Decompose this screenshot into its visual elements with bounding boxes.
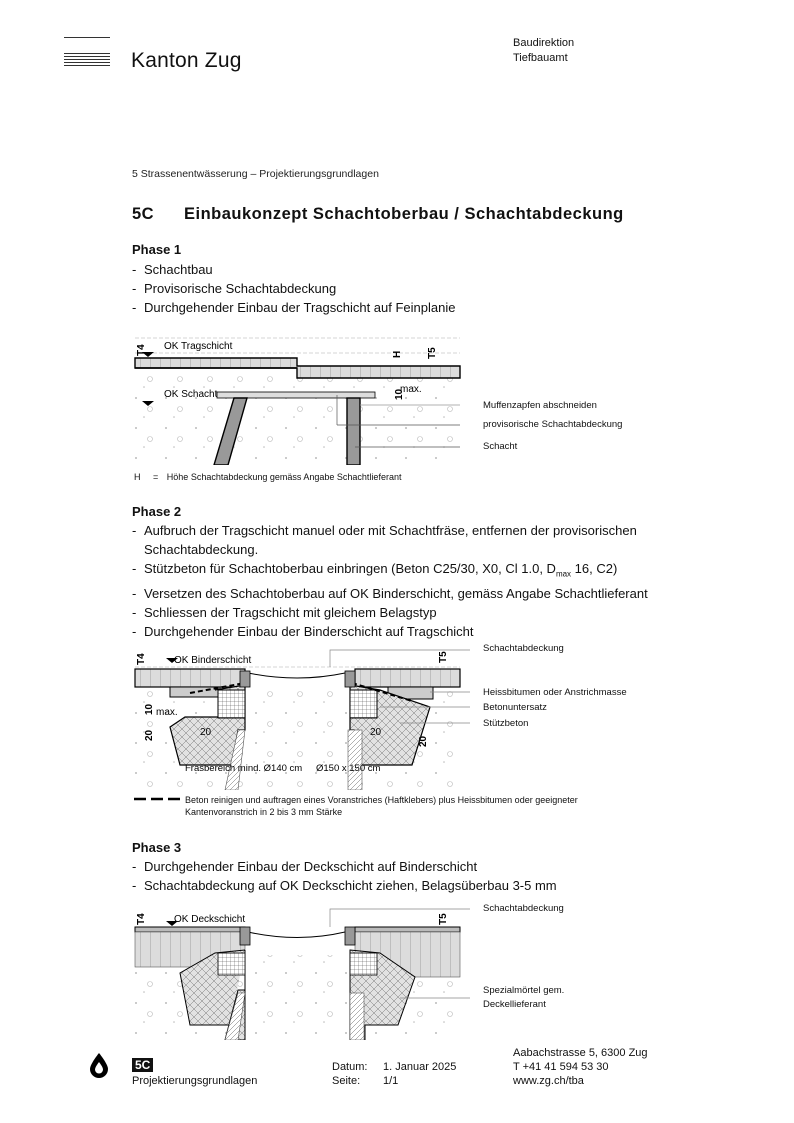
svg-text:T5: T5 [427, 347, 438, 359]
phase3-heading: Phase 3 [132, 840, 182, 855]
svg-text:20: 20 [370, 727, 382, 738]
department: Baudirektion [513, 37, 575, 49]
contact-block [513, 1046, 648, 1088]
list-item: - Schachtbau [132, 260, 732, 279]
svg-text:OK Deckschicht: OK Deckschicht [174, 914, 246, 925]
list-item: - Stützbeton für Schachtoberbau einbringen (Beton C25/30, X0, Cl 1.0, $D_{max}$ 16, C2) [132, 559, 752, 584]
svg-text:T5: T5 [438, 651, 449, 663]
svg-text:OK Binderschicht: OK Binderschicht [174, 655, 252, 666]
list-item: - Versetzen des Schachtoberbau auf OK Binderschicht, gemäss Angabe Schachtlieferant [132, 584, 752, 603]
callout-schachtabdeckung-p3: Schachtabdeckung [483, 903, 564, 914]
callout-spezialmoertel: Spezialmörtel gem. Deckellieferant [483, 985, 565, 1010]
phase1-list [132, 260, 732, 317]
svg-text:T5: T5 [438, 913, 449, 925]
dashed-line-legend-icon [134, 796, 182, 802]
svg-text:T4: T4 [136, 913, 147, 925]
list-item: - Provisorische Schachtabdeckung [132, 279, 732, 298]
water-drop-icon [88, 1052, 110, 1078]
svg-text:10: 10 [144, 703, 155, 715]
phase2-diagram [130, 645, 470, 790]
date-value: 1. Januar 2025 [383, 1061, 457, 1073]
svg-text:20: 20 [200, 727, 212, 738]
phase1-diagram [130, 330, 470, 465]
svg-text:Fräsbereich mind. Ø140 cm: Fräsbereich mind. Ø140 cm [185, 763, 303, 774]
svg-text:10: 10 [394, 388, 405, 400]
footer-subtitle: Projektierungsgrundlagen [132, 1075, 258, 1087]
callout-provisorische-abdeckung: provisorische Schachtabdeckung [483, 419, 623, 430]
page-label: Seite: [332, 1075, 361, 1087]
svg-text:Ø150 x 150 cm: Ø150 x 150 cm [316, 763, 381, 774]
svg-text:20: 20 [418, 735, 429, 747]
phase2-list [132, 521, 752, 641]
svg-text:OK Tragschicht: OK Tragschicht [164, 341, 233, 352]
callout-heissbitumen: Heissbitumen oder Anstrichmasse [483, 687, 627, 698]
breadcrumb: 5 Strassenentwässerung – Projektierungsgrundlagen [132, 168, 379, 180]
phase2-heading: Phase 2 [132, 504, 182, 519]
phone: T +41 41 594 53 30 [513, 1061, 609, 1073]
brand-name: Kanton Zug [131, 49, 242, 72]
svg-text:H: H [392, 350, 403, 358]
list-item: - Aufbruch der Tragschicht manuel oder mit Schachtfräse, entfernen der provisorischen Schachtabdeckung. [132, 521, 752, 559]
list-item: - Durchgehender Einbau der Tragschicht auf Feinplanie [132, 298, 732, 317]
svg-text:T4: T4 [136, 344, 147, 356]
callout-stuetzbeton: Stützbeton [483, 718, 529, 729]
callout-betonuntersatz: Betonuntersatz [483, 702, 547, 713]
list-item: - Durchgehender Einbau der Deckschicht auf Binderschicht [132, 857, 732, 876]
list-item: - Durchgehender Einbau der Binderschicht auf Tragschicht [132, 622, 752, 641]
department-block [513, 36, 574, 66]
svg-text:OK Schacht: OK Schacht [164, 389, 218, 400]
legend-text: Beton reinigen und auftragen eines Voranstriches (Haftklebers) plus Heissbitumen oder geeigneter Kantenvoranstrich in 2 bis 3 mm Stärke [185, 795, 578, 817]
office: Tiefbauamt [513, 52, 568, 64]
page-title [132, 205, 624, 224]
svg-text:T4: T4 [136, 653, 147, 665]
section-badge: 5C [132, 1058, 153, 1072]
list-item: - Schachtabdeckung auf OK Deckschicht ziehen, Belagsüberbau 3-5 mm [132, 876, 732, 895]
callout-schachtabdeckung: Schachtabdeckung [483, 643, 564, 654]
svg-text:20: 20 [144, 729, 155, 741]
list-item: - Schliessen der Tragschicht mit gleichem Belagstyp [132, 603, 752, 622]
address: Aabachstrasse 5, 6300 Zug [513, 1047, 648, 1059]
svg-text:max.: max. [400, 384, 422, 395]
phase1-heading: Phase 1 [132, 242, 182, 257]
date-label: Datum: [332, 1061, 368, 1073]
page-value: 1/1 [383, 1075, 399, 1087]
callout-schacht: Schacht [483, 441, 518, 452]
phase3-list [132, 857, 732, 895]
svg-text:max.: max. [156, 707, 178, 718]
title-text: Einbaukonzept Schachtoberbau / Schachtabdeckung [184, 205, 624, 223]
callout-muffenzapfen: Muffenzapfen abschneiden [483, 400, 597, 411]
phase3-diagram [130, 905, 470, 1040]
website-link[interactable]: www.zg.ch/tba [513, 1075, 584, 1087]
logo-mark [64, 37, 110, 68]
phase1-note: H = Höhe Schachtabdeckung gemäss Angabe Schachtlieferant [134, 472, 402, 482]
title-number: 5C [132, 205, 155, 223]
